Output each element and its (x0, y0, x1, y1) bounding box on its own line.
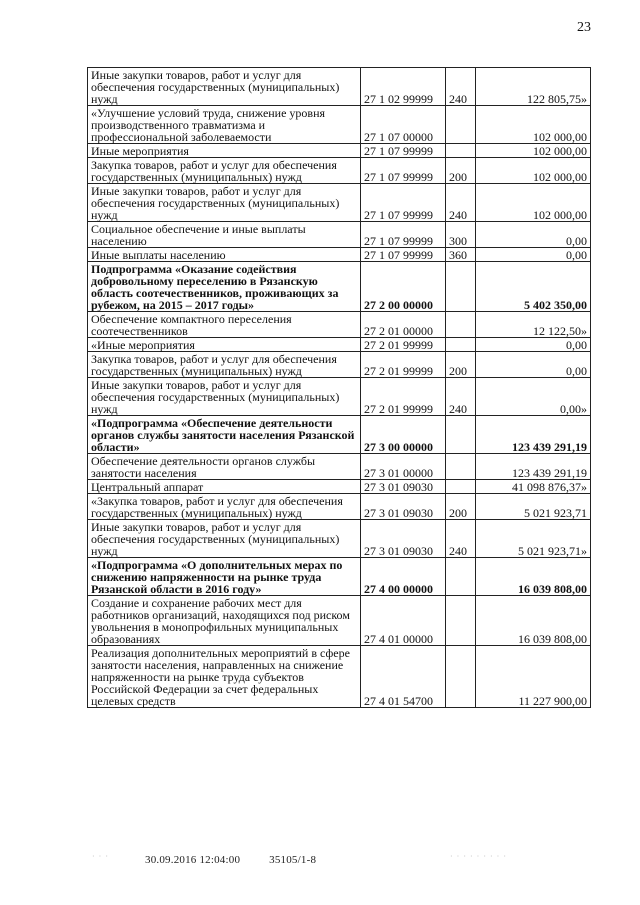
row-type (446, 312, 476, 338)
row-type: 240 (446, 520, 476, 558)
row-code: 27 3 01 09030 (361, 480, 446, 494)
table-row (88, 68, 591, 106)
row-amount: 122 805,75» (476, 68, 591, 106)
row-name: Обеспечение деятельности органов службы занятости населения (88, 454, 361, 480)
table-row (88, 378, 591, 416)
row-type: 200 (446, 352, 476, 378)
row-type (446, 338, 476, 352)
row-type (446, 416, 476, 454)
row-name: Создание и сохранение рабочих мест для работников организаций, находящихся под риском увольнения в монопрофильных муниципальных образованиях (88, 596, 361, 646)
row-type (446, 646, 476, 708)
table-row (88, 222, 591, 248)
row-name: Иные закупки товаров, работ и услуг для обеспечения государственных (муниципальных) нужд (88, 520, 361, 558)
row-code: 27 3 01 09030 (361, 520, 446, 558)
row-name: Закупка товаров, работ и услуг для обеспечения государственных (муниципальных) нужд (88, 352, 361, 378)
row-amount: 5 402 350,00 (476, 262, 591, 312)
table-row (88, 596, 591, 646)
row-type (446, 262, 476, 312)
row-code: 27 2 01 00000 (361, 312, 446, 338)
row-code: 27 1 07 99999 (361, 222, 446, 248)
row-type (446, 480, 476, 494)
row-amount: 41 098 876,37» (476, 480, 591, 494)
row-type: 240 (446, 184, 476, 222)
row-amount: 102 000,00 (476, 184, 591, 222)
row-code: 27 4 01 54700 (361, 646, 446, 708)
row-type (446, 144, 476, 158)
row-amount: 123 439 291,19 (476, 416, 591, 454)
row-code: 27 1 07 99999 (361, 144, 446, 158)
row-code: 27 2 01 99999 (361, 338, 446, 352)
table-row (88, 494, 591, 520)
row-code: 27 3 01 09030 (361, 494, 446, 520)
row-code: 27 1 07 99999 (361, 184, 446, 222)
page-number: 23 (577, 20, 591, 35)
row-name: Закупка товаров, работ и услуг для обеспечения государственных (муниципальных) нужд (88, 158, 361, 184)
row-amount: 16 039 808,00 (476, 558, 591, 596)
row-code: 27 1 07 00000 (361, 106, 446, 144)
row-amount: 11 227 900,00 (476, 646, 591, 708)
row-type: 200 (446, 158, 476, 184)
row-name: Обеспечение компактного переселения соотечественников (88, 312, 361, 338)
footer-doc-id: 35105/1-8 (269, 854, 317, 866)
table-row (88, 338, 591, 352)
row-type: 300 (446, 222, 476, 248)
table-row (88, 106, 591, 144)
row-type: 200 (446, 494, 476, 520)
row-name: «Подпрограмма «Обеспечение деятельности органов службы занятости населения Рязанской области» (88, 416, 361, 454)
row-amount: 0,00 (476, 352, 591, 378)
row-amount: 0,00» (476, 378, 591, 416)
row-type: 240 (446, 378, 476, 416)
table-row (88, 144, 591, 158)
row-amount: 16 039 808,00 (476, 596, 591, 646)
row-amount: 0,00 (476, 222, 591, 248)
row-code: 27 3 01 00000 (361, 454, 446, 480)
row-code: 27 1 02 99999 (361, 68, 446, 106)
budget-table (87, 67, 591, 708)
row-type: 240 (446, 68, 476, 106)
row-name: Центральный аппарат (88, 480, 361, 494)
row-type (446, 558, 476, 596)
row-code: 27 1 07 99999 (361, 158, 446, 184)
row-code: 27 3 00 00000 (361, 416, 446, 454)
footer-datetime: 30.09.2016 12:04:00 (145, 854, 241, 866)
table-row (88, 454, 591, 480)
table-row (88, 558, 591, 596)
row-amount: 5 021 923,71» (476, 520, 591, 558)
row-name: «Закупка товаров, работ и услуг для обеспечения государственных (муниципальных) нужд (88, 494, 361, 520)
row-name: Иные закупки товаров, работ и услуг для обеспечения государственных (муниципальных) нужд (88, 378, 361, 416)
row-name: Иные закупки товаров, работ и услуг для обеспечения государственных (муниципальных) нужд (88, 184, 361, 222)
row-name: Социальное обеспечение и иные выплаты населению (88, 222, 361, 248)
row-type (446, 596, 476, 646)
row-type (446, 454, 476, 480)
row-name: «Иные мероприятия (88, 338, 361, 352)
row-amount: 102 000,00 (476, 144, 591, 158)
table-row (88, 158, 591, 184)
footer (145, 854, 342, 866)
row-type (446, 106, 476, 144)
row-name: Реализация дополнительных мероприятий в сфере занятости населения, направленных на снижение напряженности на рынке труда субъектов Российской Федерации за счет федеральных целевых средств (88, 646, 361, 708)
table-row (88, 480, 591, 494)
table-row (88, 646, 591, 708)
row-code: 27 1 07 99999 (361, 248, 446, 262)
scan-noise: · · · (92, 852, 109, 861)
row-amount: 102 000,00 (476, 106, 591, 144)
table-row (88, 262, 591, 312)
table-row (88, 248, 591, 262)
row-name: Иные мероприятия (88, 144, 361, 158)
scan-noise: · · · · · · · · · (450, 852, 507, 861)
row-name: Подпрограмма «Оказание содействия добровольному переселению в Рязанскую область соотечественников, проживающих за рубежом, на 2015 – 2017 годы» (88, 262, 361, 312)
row-code: 27 2 01 99999 (361, 378, 446, 416)
row-code: 27 4 01 00000 (361, 596, 446, 646)
row-amount: 0,00 (476, 338, 591, 352)
row-amount: 12 122,50» (476, 312, 591, 338)
table-row (88, 416, 591, 454)
row-code: 27 2 01 99999 (361, 352, 446, 378)
row-name: «Улучшение условий труда, снижение уровня производственного травматизма и профессиональной заболеваемости (88, 106, 361, 144)
row-name: Иные выплаты населению (88, 248, 361, 262)
row-amount: 0,00 (476, 248, 591, 262)
row-name: «Подпрограмма «О дополнительных мерах по снижению напряженности на рынке труда Рязанской области в 2016 году» (88, 558, 361, 596)
table-row (88, 520, 591, 558)
row-code: 27 4 00 00000 (361, 558, 446, 596)
row-amount: 5 021 923,71 (476, 494, 591, 520)
table-row (88, 352, 591, 378)
table-row (88, 184, 591, 222)
row-name: Иные закупки товаров, работ и услуг для обеспечения государственных (муниципальных) нужд (88, 68, 361, 106)
row-amount: 102 000,00 (476, 158, 591, 184)
row-type: 360 (446, 248, 476, 262)
table-row (88, 312, 591, 338)
row-amount: 123 439 291,19 (476, 454, 591, 480)
row-code: 27 2 00 00000 (361, 262, 446, 312)
